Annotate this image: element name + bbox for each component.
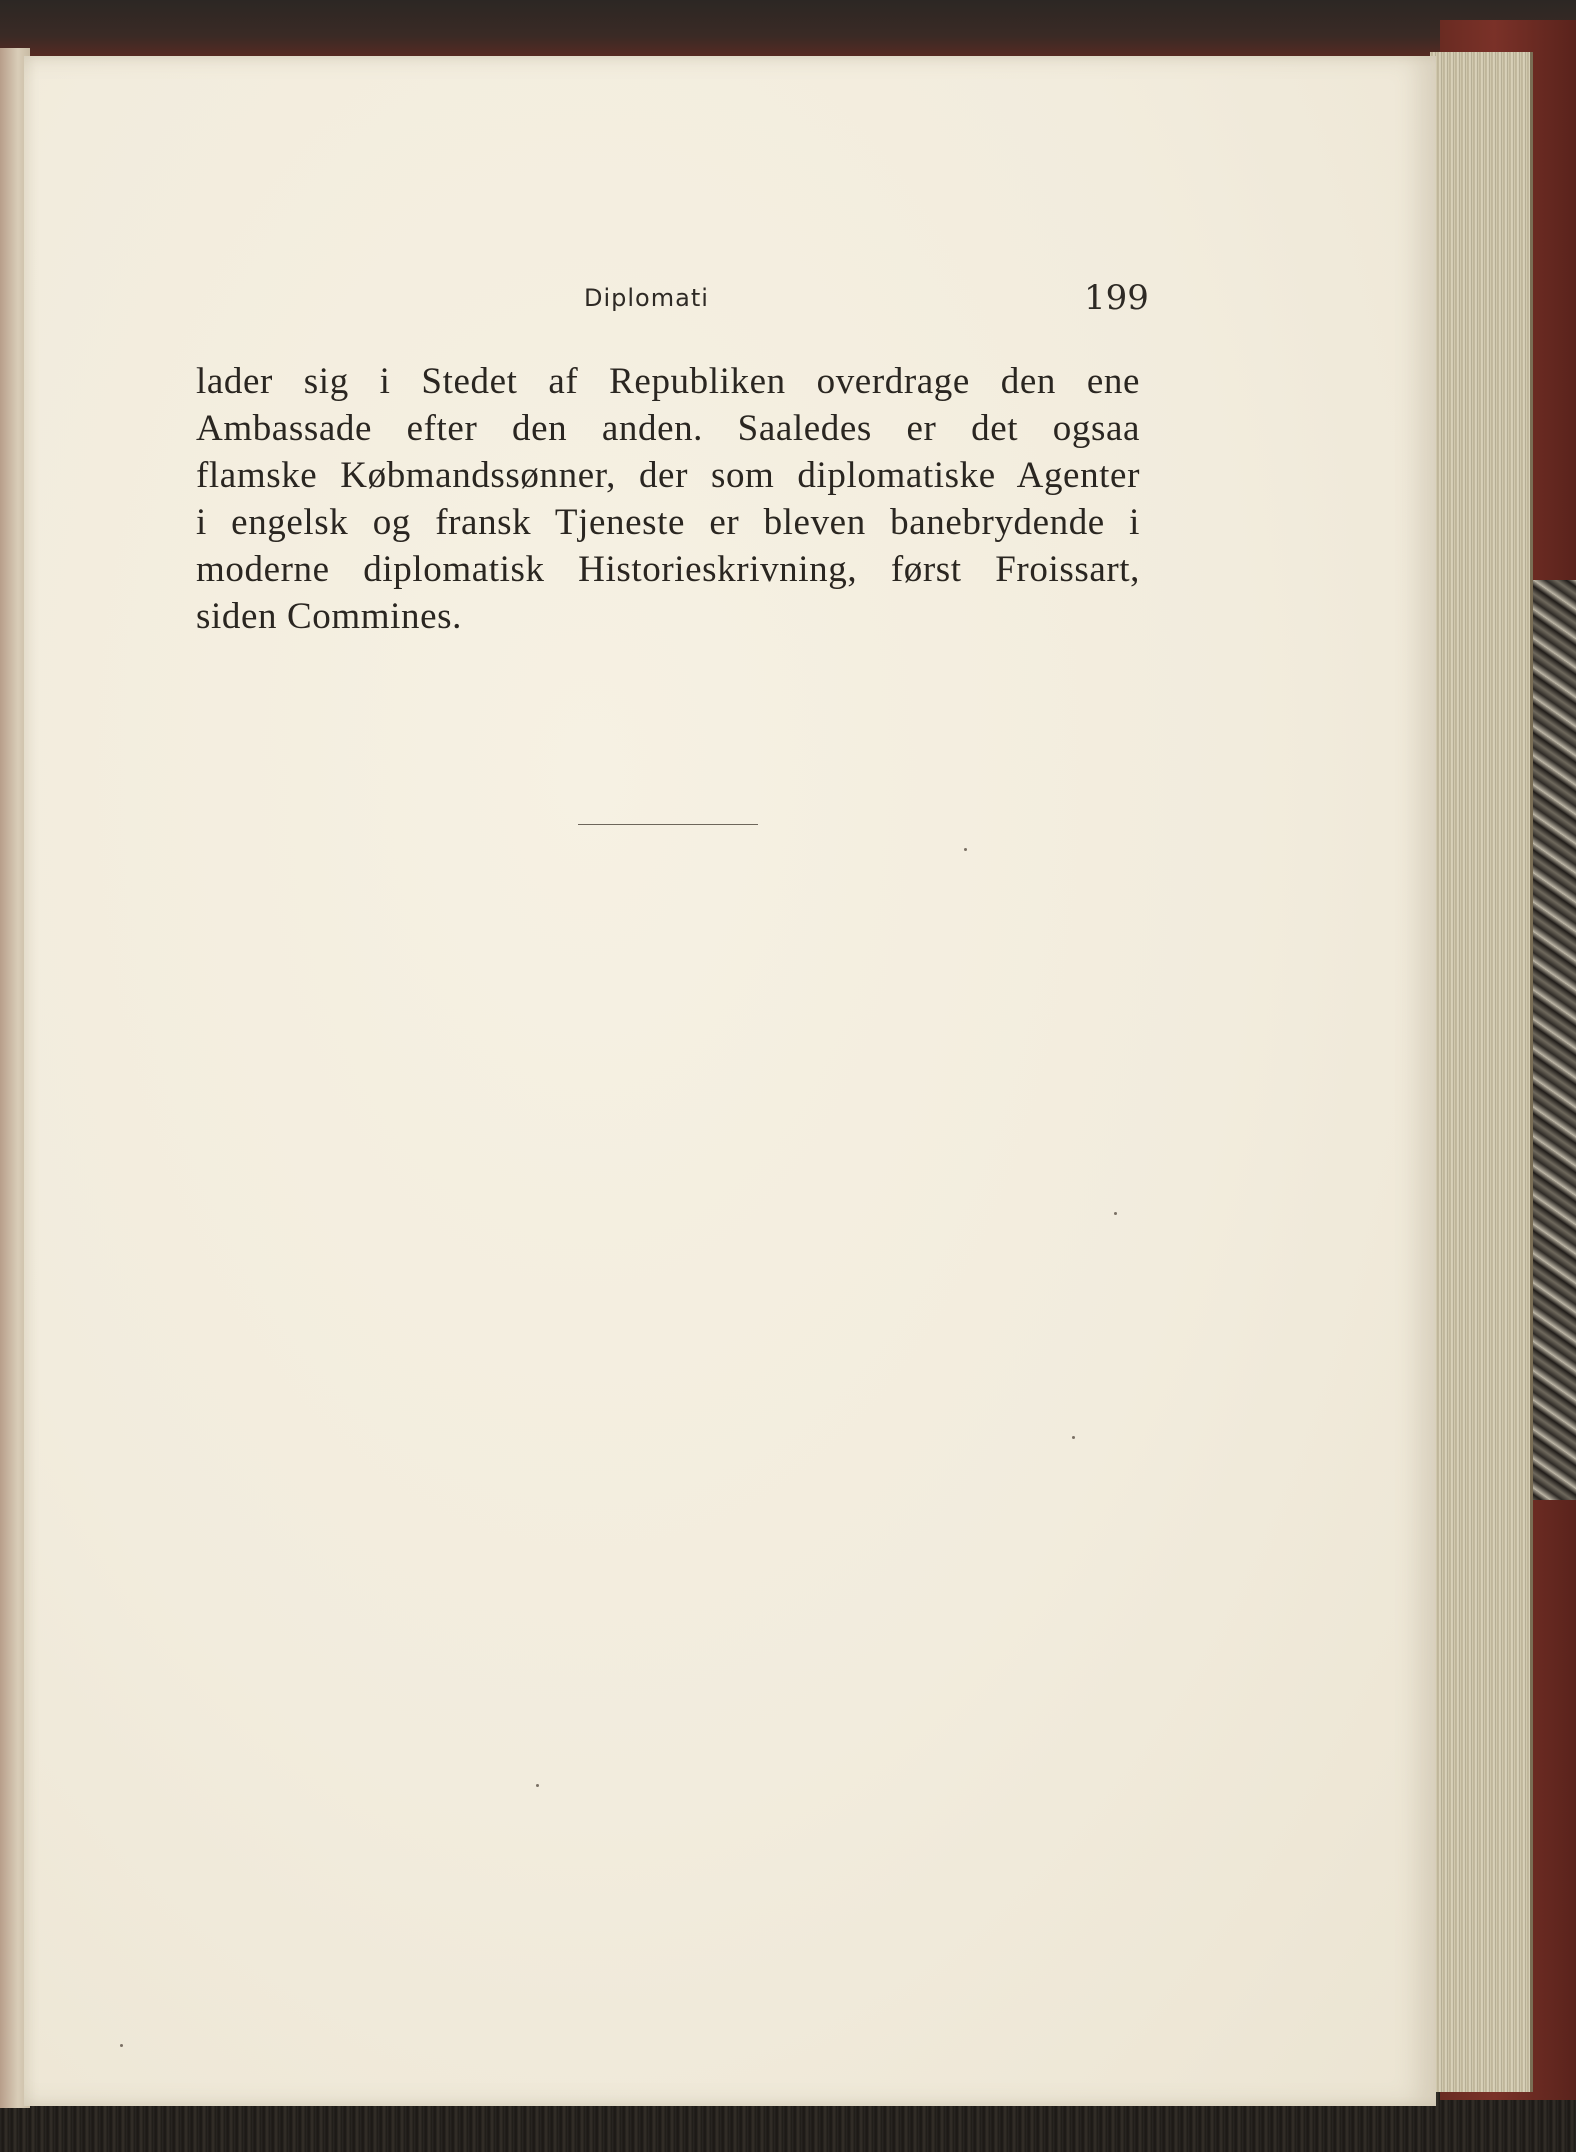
text-line: i engelsk og fransk Tjeneste er bleven banebrydende i <box>196 502 1140 543</box>
text-line: siden Commines. <box>196 596 462 637</box>
text-line: lader sig i Stedet af Republiken overdrage den ene <box>196 361 1140 402</box>
paper-speck <box>120 2044 123 2047</box>
paper-speck <box>536 1784 539 1787</box>
running-head: Diplomati <box>584 284 709 312</box>
section-rule <box>578 824 758 825</box>
text-line: moderne diplomatisk Historieskrivning, først Froissart, <box>196 549 1140 590</box>
paper-speck <box>1072 1436 1075 1439</box>
book-cover-top <box>0 0 1576 60</box>
book-page <box>24 56 1436 2106</box>
paper-speck <box>1114 1212 1117 1215</box>
page-number: 199 <box>1084 278 1149 318</box>
body-paragraph <box>196 358 1140 640</box>
paper-speck <box>964 848 967 851</box>
page-edges <box>1430 52 1533 2092</box>
text-line: Ambassade efter den anden. Saaledes er det ogsaa <box>196 408 1140 449</box>
text-line: flamske Købmandssønner, der som diplomatiske Agenter <box>196 455 1140 496</box>
